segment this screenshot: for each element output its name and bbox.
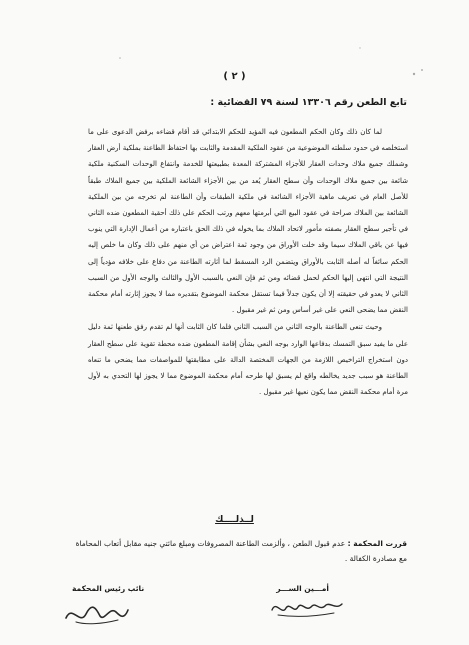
verdict-heading: لــذلــــك [215, 515, 254, 525]
vice-president-signature-title: نائب رئيس المحكمة [72, 584, 145, 593]
paragraph-reasoning: لما كان ذلك وكان الحكم المطعون فيه المؤيد للحكم الابتدائي قد أقام قضاءه برفض الدعوى على ما استخلصه في حدود سلطته الموضوعية من عقود الملكية المقدمة والثابت بها احتفاظ الطاعنة بملكية أرض العقار وشملك جميع ملاك وحدات العقار للأجزاء المشتركة المعدة بطبيعتها للخدمة وانتفاع الوحدات السكنية ملكية شائعة بين جميع ملاك الوحدات وأن سطح العقار يُعد من بين الأجزاء الشائعة الملكية بين جميع الملاك طبقاً للأصل العام في تعريف ماهية الأجزاء الشائعة في ملكية الطبقات وأن الطاعنة لم تخرجه من بين الملكية الشائعة بين الملاك صراحة في عقود البيع التي أبرمتها معهم ورتب الحكم على ذلك أحقية المطعون ضده الثاني في تأجير سطح العقار بصفته مأمور لاتحاد الملاك بما يخوله في ذلك الحق باعتباره من أعمال الإدارة التي ينوب فيها عن باقي الملاك سيما وقد خلت الأوراق من وجود ثمة اعتراض من أي منهم على ذلك وكان ما خلص إليه الحكم سائغاً له أصله الثابت بالأوراق ويتضمن الرد المسقط لما أثارته الطاعنة من دفاع على خلافه مؤدياً إلى النتيجة التي انتهى إليها الحكم لحمل قضائه ومن ثم فإن النعي بالسبب الأول والثالث والوجه الأول من السبب الثاني لا يعدو في حقيقته إلا أن يكون جدلاً فيما تستقل محكمة الموضوع بتقديره مما لا يجوز إثارته أمام محكمة النقض مما يضحى النعي على غير أساس ومن ثم غير مقبول . [87, 128, 408, 315]
page-number: ( ٢ ) [223, 71, 246, 82]
case-header-title: تابع الطعن رقم ١٣٣٠٦ لسنة ٧٩ القضائية : [210, 97, 407, 108]
paragraph-second-ground: وحيث تنعى الطاعنة بالوجه الثاني من السبب الثاني فلما كان الثابت أنها لم تقدم رفق طعنها ثمة دليل على ما يفيد سبق التمسك بدفاعها الوارد بوجه النعي بشأن إقامة المطعون ضده محطة تقوية على سطح العقار دون استخراج التراخيص اللازمة من الجهات المختصة الدالة على مطابقتها للمواصفات مما يضحي ما تنعاه الطاعنة هو سبب جديد يخالطه واقع لم يسبق لها طرحه أمام محكمة الموضوع مما لا يجوز لها التحدي به لأول مرة أمام محكمة النقض مما يكون نعيها غير مقبول . [88, 323, 408, 397]
decision-text: عدم قبول الطعن ، وألزمت الطاعنة المصروفات ومبلغ مائتي جنيه مقابل أتعاب المحاماة مع مصادرة الكفالة . [75, 539, 407, 563]
decision-label: قررت المحكمة : [347, 539, 407, 548]
secretary-signature-title: أمـــين الســـر [276, 584, 329, 593]
